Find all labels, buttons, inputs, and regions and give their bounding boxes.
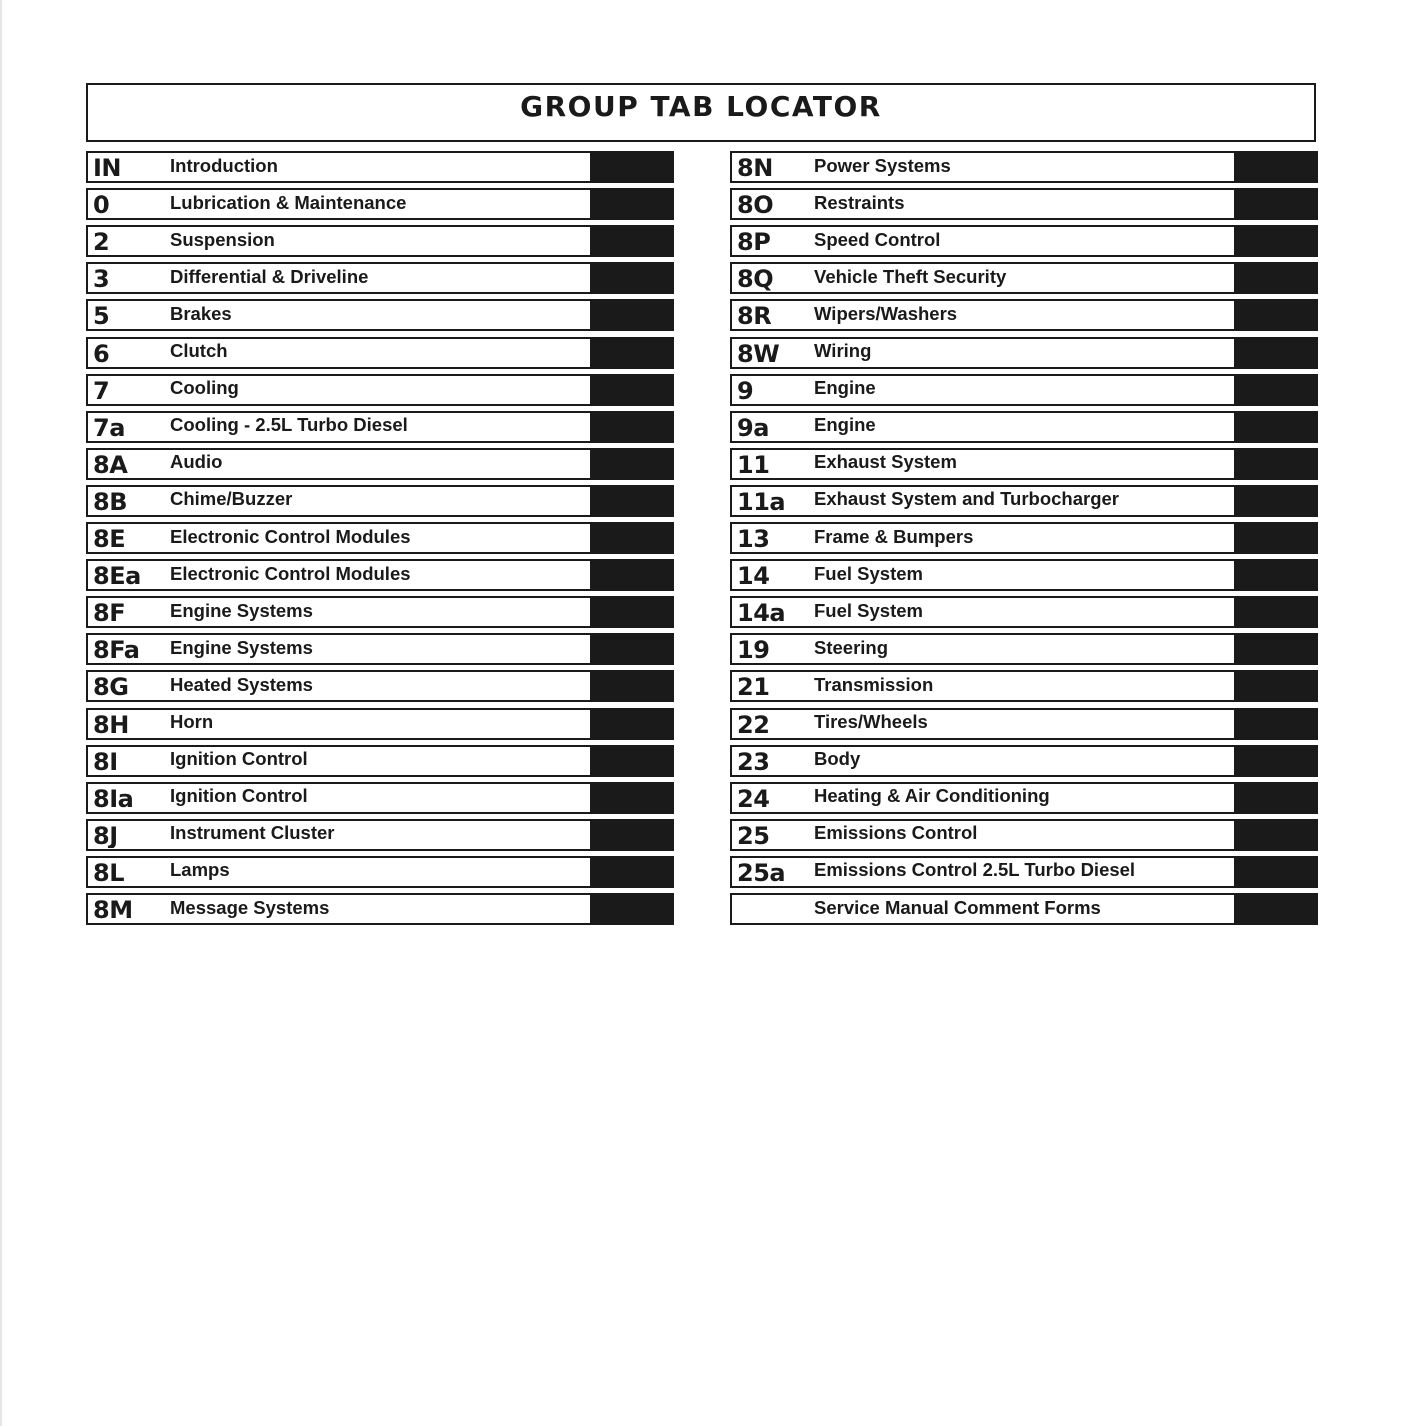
tab-row[interactable] [86, 151, 674, 183]
group-label: Body [814, 748, 861, 770]
group-label: Cooling [170, 377, 239, 399]
black-tab-marker [1234, 819, 1318, 851]
group-label: Emissions Control [814, 822, 978, 844]
group-label: Exhaust System [814, 451, 957, 473]
black-tab-marker [590, 782, 674, 814]
group-label: Transmission [814, 673, 934, 695]
black-tab-marker [1234, 188, 1318, 220]
black-tab-marker [1234, 337, 1318, 369]
group-label: Ignition Control [170, 748, 308, 770]
black-tab-marker [1234, 708, 1318, 740]
black-tab-marker [1234, 151, 1318, 183]
group-code: 8Ea [93, 564, 141, 589]
tab-row[interactable] [730, 448, 1318, 480]
black-tab-marker [590, 633, 674, 665]
group-label: Heated Systems [170, 673, 313, 695]
group-code: 0 [93, 193, 110, 218]
tab-row[interactable] [730, 411, 1318, 443]
tab-row[interactable] [86, 299, 674, 331]
group-label: Differential & Driveline [170, 265, 369, 287]
tab-row[interactable] [730, 151, 1318, 183]
black-tab-marker [1234, 559, 1318, 591]
tab-row[interactable] [730, 337, 1318, 369]
group-code: 13 [737, 527, 770, 551]
tab-row[interactable] [730, 745, 1318, 777]
group-code: 3 [93, 267, 110, 292]
group-code: 22 [737, 712, 770, 737]
black-tab-marker [1234, 225, 1318, 257]
tab-row[interactable] [86, 337, 674, 369]
group-code: 8J [93, 823, 118, 848]
group-code: 21 [737, 675, 770, 700]
black-tab-marker [1234, 745, 1318, 777]
group-label: Audio [170, 451, 223, 473]
group-label: Exhaust System and Turbocharger [814, 488, 1119, 510]
group-code: 8B [93, 489, 127, 514]
group-code: 2 [93, 230, 110, 255]
group-code: 8F [93, 601, 126, 626]
black-tab-marker [590, 299, 674, 331]
black-tab-marker [590, 819, 674, 851]
group-code: 8N [737, 156, 773, 180]
group-label: Engine Systems [170, 599, 313, 621]
group-label: Horn [170, 711, 214, 732]
tab-row[interactable] [730, 485, 1318, 517]
black-tab-marker [1234, 522, 1318, 554]
tab-row[interactable] [86, 225, 674, 257]
group-code: 8R [737, 304, 772, 329]
tab-row[interactable] [730, 708, 1318, 740]
group-code: 9 [737, 378, 754, 403]
black-tab-marker [590, 448, 674, 480]
group-code: 8P [737, 230, 771, 255]
group-code: 11 [737, 452, 770, 477]
tab-row[interactable] [86, 708, 674, 740]
black-tab-marker [590, 670, 674, 702]
group-label: Fuel System [814, 599, 923, 621]
group-label: Clutch [170, 340, 228, 361]
group-label: Cooling - 2.5L Turbo Diesel [170, 414, 408, 436]
group-label: Lubrication & Maintenance [170, 191, 407, 213]
page-edge [0, 0, 2, 1426]
group-code: 8A [93, 452, 128, 477]
group-code: 8Ia [93, 786, 134, 811]
group-label: Introduction [170, 154, 278, 176]
black-tab-marker [1234, 299, 1318, 331]
black-tab-marker [590, 151, 674, 183]
group-code: 8M [93, 898, 133, 922]
tab-row[interactable] [86, 522, 674, 554]
group-code: 8W [737, 341, 780, 366]
black-tab-marker [1234, 893, 1318, 925]
group-code: 8E [93, 527, 126, 551]
group-code: 24 [737, 786, 770, 811]
black-tab-marker [1234, 633, 1318, 665]
group-label: Heating & Air Conditioning [814, 785, 1050, 807]
black-tab-marker [590, 374, 674, 406]
title-box [86, 83, 1316, 142]
group-label: Message Systems [170, 896, 330, 918]
black-tab-marker [1234, 374, 1318, 406]
tab-row[interactable] [86, 893, 674, 925]
black-tab-marker [590, 745, 674, 777]
group-label: Frame & Bumpers [814, 525, 974, 547]
tab-row[interactable] [730, 262, 1318, 294]
tab-row[interactable] [86, 411, 674, 443]
group-label: Lamps [170, 859, 230, 881]
tab-row[interactable] [730, 374, 1318, 406]
tab-row[interactable] [86, 856, 674, 888]
tab-row[interactable] [86, 262, 674, 294]
group-label: Vehicle Theft Security [814, 265, 1007, 287]
group-label: Fuel System [814, 562, 923, 584]
black-tab-marker [590, 485, 674, 517]
group-code: 8L [93, 860, 124, 885]
group-label: Power Systems [814, 154, 951, 176]
group-code: 8O [737, 193, 774, 218]
tab-row[interactable] [730, 299, 1318, 331]
group-label: Wiring [814, 340, 872, 361]
group-label: Service Manual Comment Forms [814, 896, 1101, 918]
group-code: 11a [737, 489, 786, 514]
group-label: Emissions Control 2.5L Turbo Diesel [814, 859, 1136, 881]
tab-row[interactable] [730, 633, 1318, 665]
black-tab-marker [590, 708, 674, 740]
group-code: 14a [737, 601, 786, 626]
tab-row[interactable] [86, 782, 674, 814]
tab-row[interactable] [730, 670, 1318, 702]
group-code: 25a [737, 860, 786, 885]
tab-row[interactable] [730, 225, 1318, 257]
tab-row[interactable] [86, 559, 674, 591]
black-tab-marker [590, 856, 674, 888]
tab-row[interactable] [86, 819, 674, 851]
group-code: 8G [93, 675, 129, 700]
group-label: Restraints [814, 191, 905, 213]
group-label: Engine [814, 414, 876, 436]
group-code: 8Fa [93, 638, 140, 663]
tab-row[interactable] [730, 188, 1318, 220]
tab-row[interactable] [730, 559, 1318, 591]
group-code: 7a [93, 415, 125, 440]
black-tab-marker [1234, 782, 1318, 814]
tab-row[interactable] [86, 596, 674, 628]
group-label: Ignition Control [170, 785, 308, 807]
black-tab-marker [590, 559, 674, 591]
page-title: GROUP TAB LOCATOR [520, 90, 882, 123]
tab-row[interactable] [730, 596, 1318, 628]
group-code: 8I [93, 749, 118, 774]
group-code: 6 [93, 341, 110, 366]
group-label: Suspension [170, 228, 275, 250]
tab-row[interactable] [86, 188, 674, 220]
black-tab-marker [590, 893, 674, 925]
black-tab-marker [590, 411, 674, 443]
group-label: Brakes [170, 302, 232, 324]
black-tab-marker [590, 225, 674, 257]
black-tab-marker [1234, 262, 1318, 294]
group-code: 8H [93, 712, 129, 737]
tab-row[interactable] [730, 819, 1318, 851]
group-label: Electronic Control Modules [170, 562, 411, 584]
black-tab-marker [590, 262, 674, 294]
tab-row[interactable] [86, 745, 674, 777]
tab-row[interactable] [730, 893, 1318, 925]
group-label: Speed Control [814, 228, 941, 250]
tab-row[interactable] [86, 374, 674, 406]
group-code: 7 [93, 378, 110, 403]
black-tab-marker [1234, 670, 1318, 702]
black-tab-marker [1234, 411, 1318, 443]
group-label: Engine Systems [170, 636, 313, 658]
tab-row[interactable] [730, 522, 1318, 554]
group-code: 8Q [737, 267, 774, 292]
tab-row[interactable] [86, 670, 674, 702]
black-tab-marker [590, 522, 674, 554]
tab-row[interactable] [730, 782, 1318, 814]
black-tab-marker [590, 596, 674, 628]
group-code: 19 [737, 638, 770, 663]
tab-row[interactable] [86, 633, 674, 665]
tab-row[interactable] [86, 485, 674, 517]
black-tab-marker [1234, 856, 1318, 888]
group-label: Instrument Cluster [170, 822, 335, 844]
group-label: Chime/Buzzer [170, 488, 293, 510]
black-tab-marker [590, 337, 674, 369]
group-label: Engine [814, 377, 876, 399]
black-tab-marker [1234, 596, 1318, 628]
group-label: Tires/Wheels [814, 711, 928, 732]
group-code: 9a [737, 415, 769, 440]
black-tab-marker [590, 188, 674, 220]
group-code: 14 [737, 564, 770, 589]
tab-row[interactable] [730, 856, 1318, 888]
group-code: IN [93, 156, 122, 180]
group-code: 23 [737, 749, 770, 774]
group-label: Steering [814, 636, 889, 658]
group-label: Wipers/Washers [814, 302, 958, 324]
black-tab-marker [1234, 485, 1318, 517]
tab-row[interactable] [86, 448, 674, 480]
black-tab-marker [1234, 448, 1318, 480]
group-label: Electronic Control Modules [170, 525, 411, 547]
group-code: 5 [93, 304, 110, 329]
group-code: 25 [737, 823, 770, 848]
